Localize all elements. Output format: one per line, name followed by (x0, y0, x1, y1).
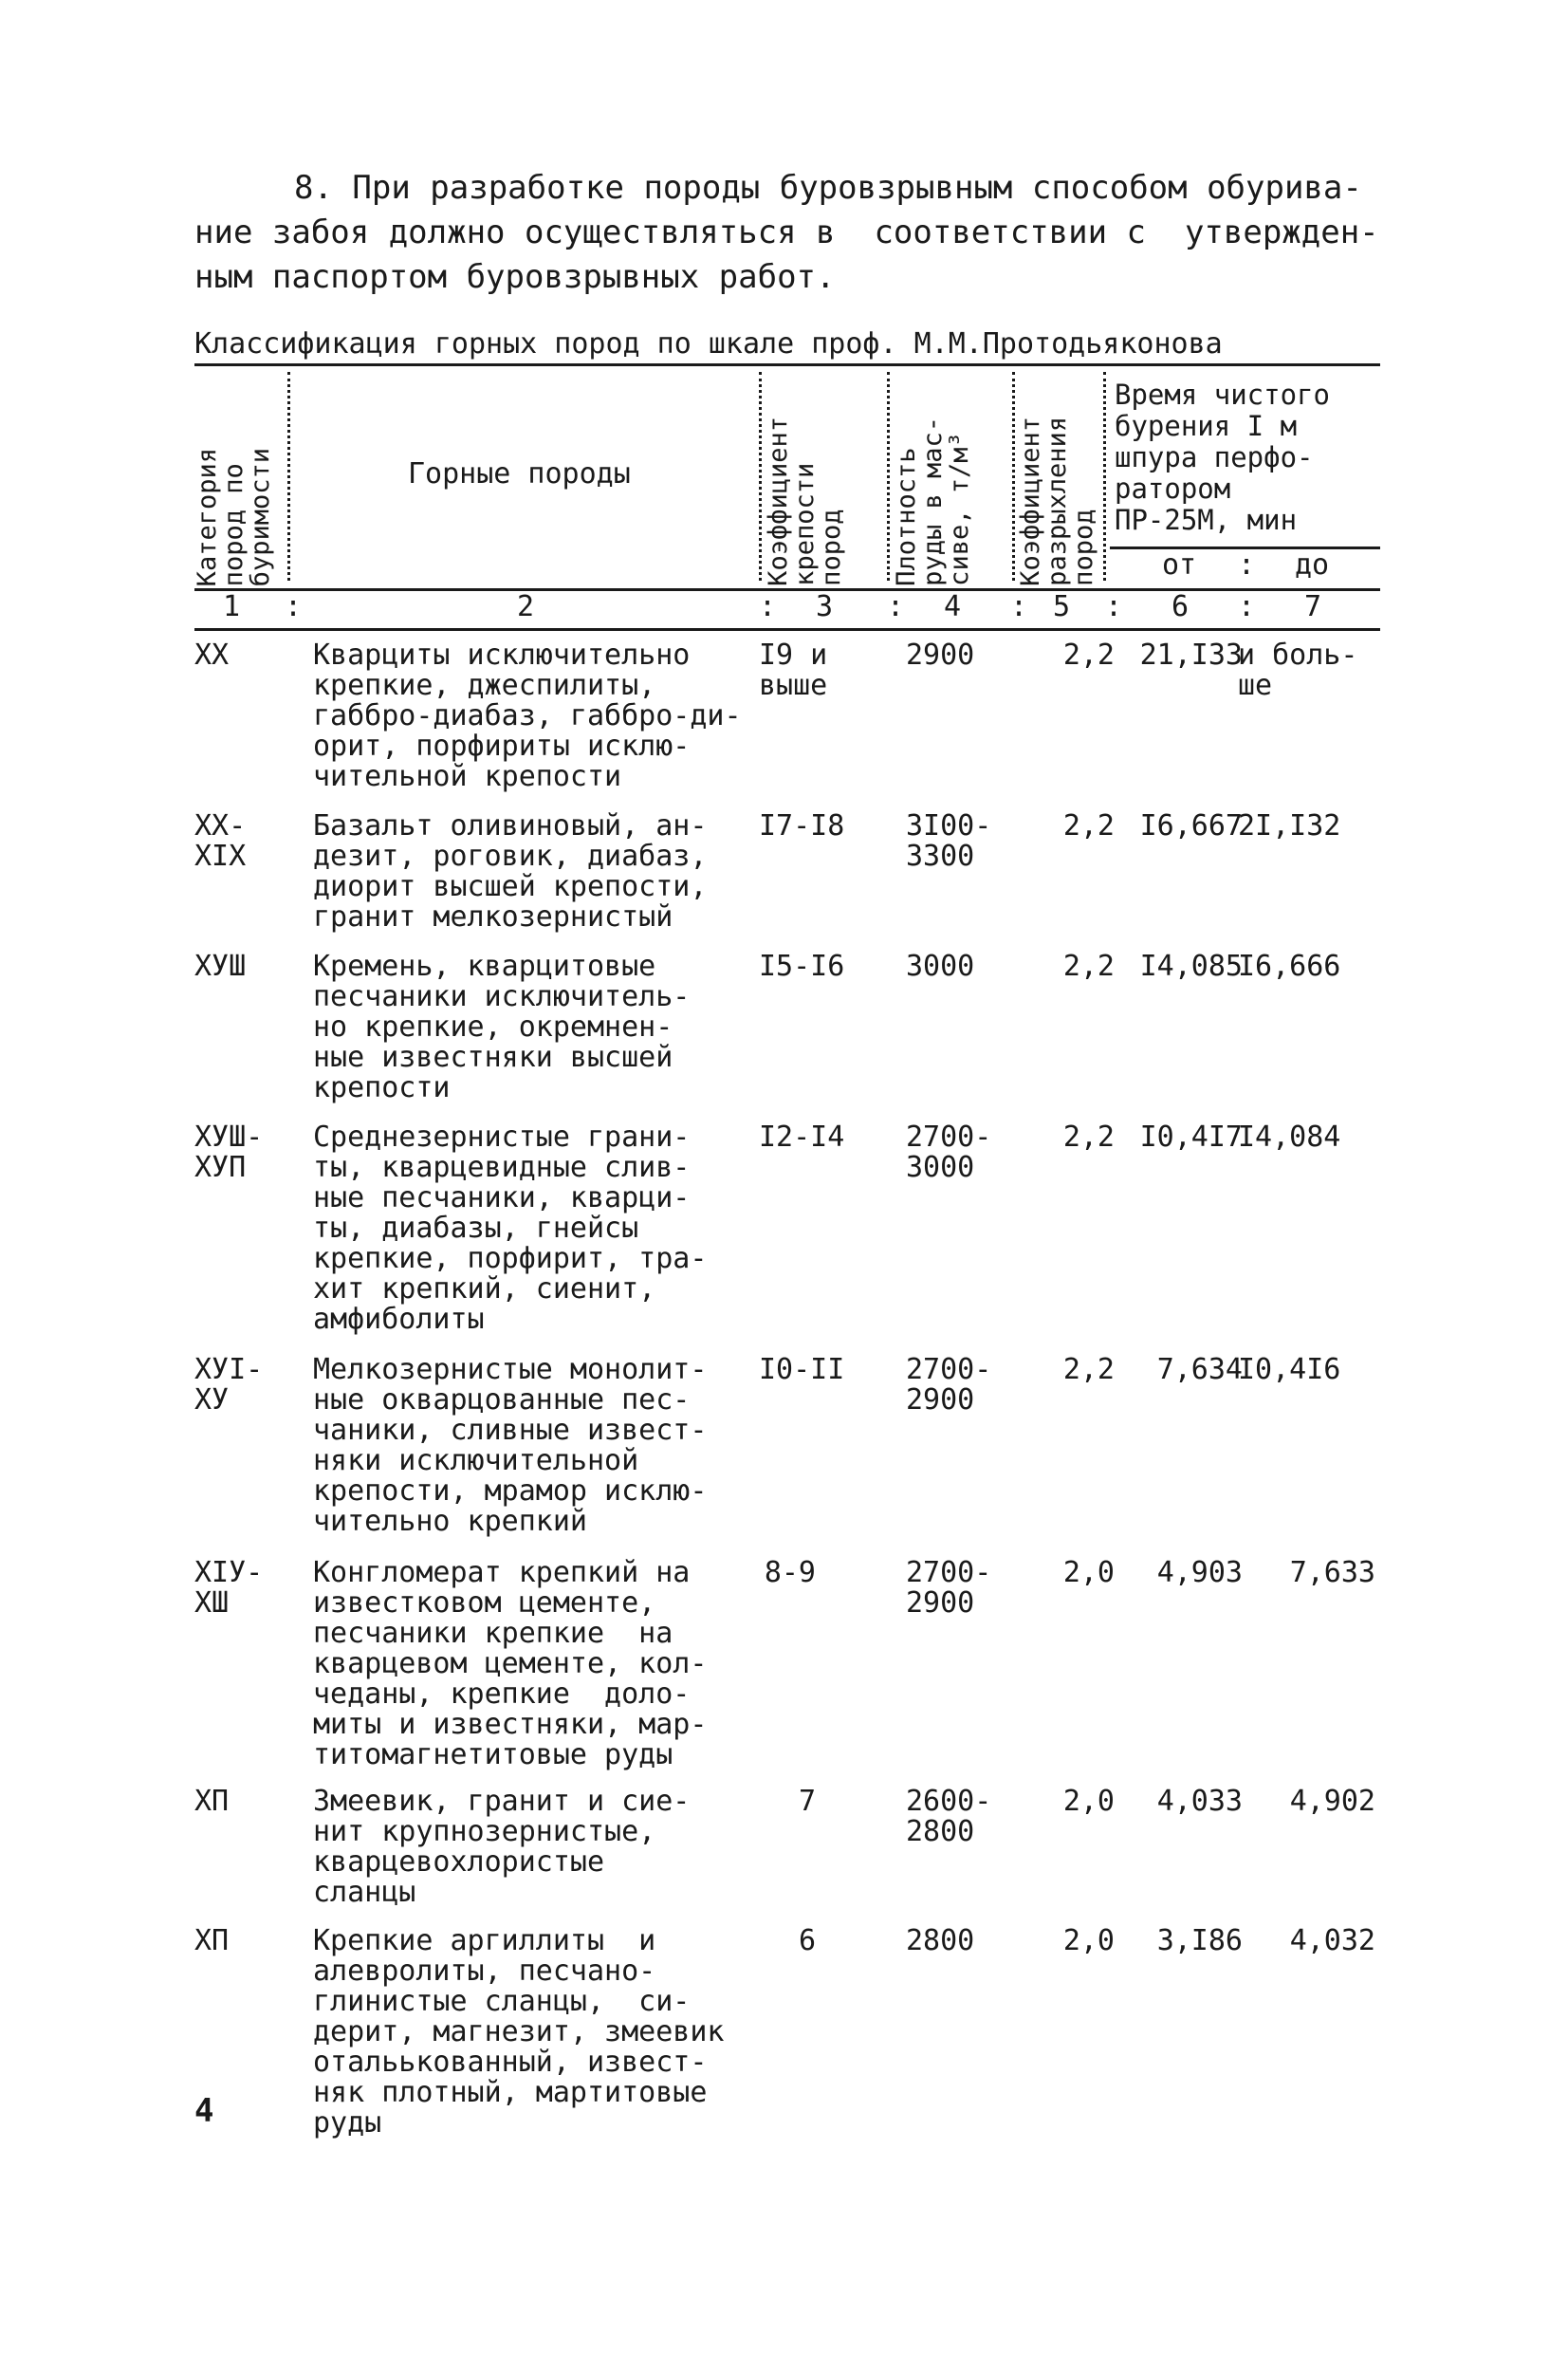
column-divider (1103, 372, 1106, 581)
row-density: 2600- 2800 (906, 1785, 992, 1848)
row-time-to: I0,4I6 (1238, 1353, 1341, 1386)
column-separator: : (1105, 590, 1123, 623)
row-rocks: Кварциты исключительно крепкие, джеспилиты, габбро-диабаз, габбро-ди- орит, порфириты исклю- чительной крепости (313, 639, 742, 793)
column-number: 1 (223, 590, 241, 623)
row-strength: I9 и выше (759, 639, 828, 702)
column-separator: : (1238, 590, 1256, 623)
row-time-from: I4,085 (1139, 950, 1243, 983)
row-time-to: I4,084 (1238, 1121, 1341, 1154)
row-loosening: 2,2 (1062, 1121, 1115, 1154)
row-time-from: 4,903 (1156, 1556, 1243, 1589)
row-density: 2700- 2900 (906, 1556, 992, 1620)
intro-line: ние забоя должно осуществляться в соответствии с утвержден- (194, 213, 1379, 251)
row-time-to: 4,902 (1289, 1785, 1375, 1818)
row-strength: 8-9 (764, 1556, 816, 1589)
row-rocks: Кремень, кварцитовые песчаники исключитель- но крепкие, окремнен- ные известняки высшей крепости (313, 950, 691, 1104)
row-strength: 7 (798, 1785, 816, 1818)
row-density: 3000 (906, 950, 975, 983)
row-loosening: 2,2 (1062, 950, 1115, 983)
row-time-to: и боль- ше (1238, 639, 1358, 702)
intro-paragraph (194, 166, 1380, 300)
table-title: Классификация горных пород по шкале проф. М.М.Протодьяконова (194, 327, 1380, 366)
column-number: 3 (816, 590, 834, 623)
row-density: 2800 (906, 1924, 975, 1957)
column-separator: : (1010, 590, 1028, 623)
row-strength: I7-I8 (759, 809, 845, 843)
column-number: 7 (1304, 590, 1322, 623)
row-category: ХУШ- ХУП (194, 1121, 264, 1184)
row-time-to: 2I,I32 (1238, 809, 1341, 843)
header-strength: Коэффициент крепости пород (764, 417, 846, 586)
row-time-to: I6,666 (1238, 950, 1341, 983)
row-density: 2700- 3000 (906, 1121, 992, 1184)
row-loosening: 2,2 (1062, 1353, 1115, 1386)
row-time-to: 7,633 (1289, 1556, 1375, 1589)
row-strength: I5-I6 (759, 950, 845, 983)
column-divider (287, 372, 290, 581)
row-loosening: 2,0 (1062, 1556, 1115, 1589)
header-density: Плотность руды в мас- сиве, т/м³ (892, 417, 974, 586)
page-number: 4 (194, 2092, 214, 2130)
row-category: ХУШ (194, 950, 247, 983)
row-strength: I2-I4 (759, 1121, 845, 1154)
intro-line: 8. При разработке породы буровзрывным способом обурива- (294, 169, 1362, 207)
table-header (194, 368, 1380, 586)
column-divider (759, 372, 762, 581)
header-category: Категория пород по буримости (193, 447, 275, 586)
intro-line: ным паспортом буровзрывных работ. (194, 258, 836, 296)
row-rocks: Мелкозернистые монолит- ные окварцованные пес- чаники, сливные извест- няки исключительной крепости, мрамор исклю- чительно крепкий (313, 1353, 708, 1538)
row-category: ХУI- ХУ (194, 1353, 264, 1417)
row-category: ХХ- ХIХ (194, 809, 247, 873)
header-from: от (1162, 548, 1197, 582)
header-time: Время чистого бурения I м шпура перфо- ратором ПР-25М, мин (1115, 379, 1330, 536)
column-numbers-rule (194, 628, 1380, 631)
row-rocks: Крепкие аргиллиты и алевролиты, песчано- глинистые сланцы, си- дерит, магнезит, змеевик отальькованный, извест- няк плотный, мартитовые руды (313, 1924, 725, 2140)
row-density: 3I00- 3300 (906, 809, 992, 873)
column-numbers (194, 590, 1380, 628)
row-time-to: 4,032 (1289, 1924, 1375, 1957)
row-strength: I0-II (759, 1353, 845, 1386)
column-number: 2 (517, 590, 535, 623)
column-number: 6 (1171, 590, 1190, 623)
row-rocks: Среднезернистые грани- ты, кварцевидные слив- ные песчаники, кварци- ты, диабазы, гнейсы крепкие, порфирит, тра- хит крепкий, сиенит, амфиболиты (313, 1121, 708, 1336)
column-divider (887, 372, 890, 581)
row-time-from: 7,634 (1156, 1353, 1243, 1386)
row-density: 2700- 2900 (906, 1353, 992, 1417)
header-rocks: Горные породы (408, 457, 631, 491)
column-separator: : (759, 590, 777, 623)
row-time-from: 4,033 (1156, 1785, 1243, 1818)
header-loosening: Коэффициент разрыхления пород (1016, 417, 1098, 586)
row-category: ХIУ- ХШ (194, 1556, 264, 1620)
column-number: 4 (944, 590, 962, 623)
row-density: 2900 (906, 639, 975, 672)
row-loosening: 2,0 (1062, 1785, 1115, 1818)
header-to: до (1295, 548, 1330, 582)
row-time-from: I0,4I7 (1139, 1121, 1243, 1154)
row-rocks: Конгломерат крепкий на известковом цементе, песчаники крепкие на кварцевом цементе, кол- чеданы, крепкие доло- миты и известняки, мар- титомагнетитовые руды (313, 1556, 708, 1771)
row-category: ХП (194, 1924, 230, 1957)
row-time-from: I6,667 (1139, 809, 1243, 843)
column-separator: : (285, 590, 303, 623)
column-divider (1012, 372, 1015, 581)
row-strength: 6 (798, 1924, 816, 1957)
row-loosening: 2,0 (1062, 1924, 1115, 1957)
row-loosening: 2,2 (1062, 639, 1115, 672)
header-colon: : (1238, 548, 1256, 582)
column-number: 5 (1053, 590, 1071, 623)
row-rocks: Змеевик, гранит и сие- нит крупнозернистые, кварцевохлористые сланцы (313, 1785, 691, 1909)
row-loosening: 2,2 (1062, 809, 1115, 843)
row-time-from: 21,I33 (1139, 639, 1243, 672)
row-category: ХП (194, 1785, 230, 1818)
row-time-from: 3,I86 (1156, 1924, 1243, 1957)
column-separator: : (887, 590, 905, 623)
row-rocks: Базальт оливиновый, ан- дезит, роговик, диабаз, диорит высшей крепости, гранит мелкозернистый (313, 809, 708, 934)
row-category: ХХ (194, 639, 230, 672)
